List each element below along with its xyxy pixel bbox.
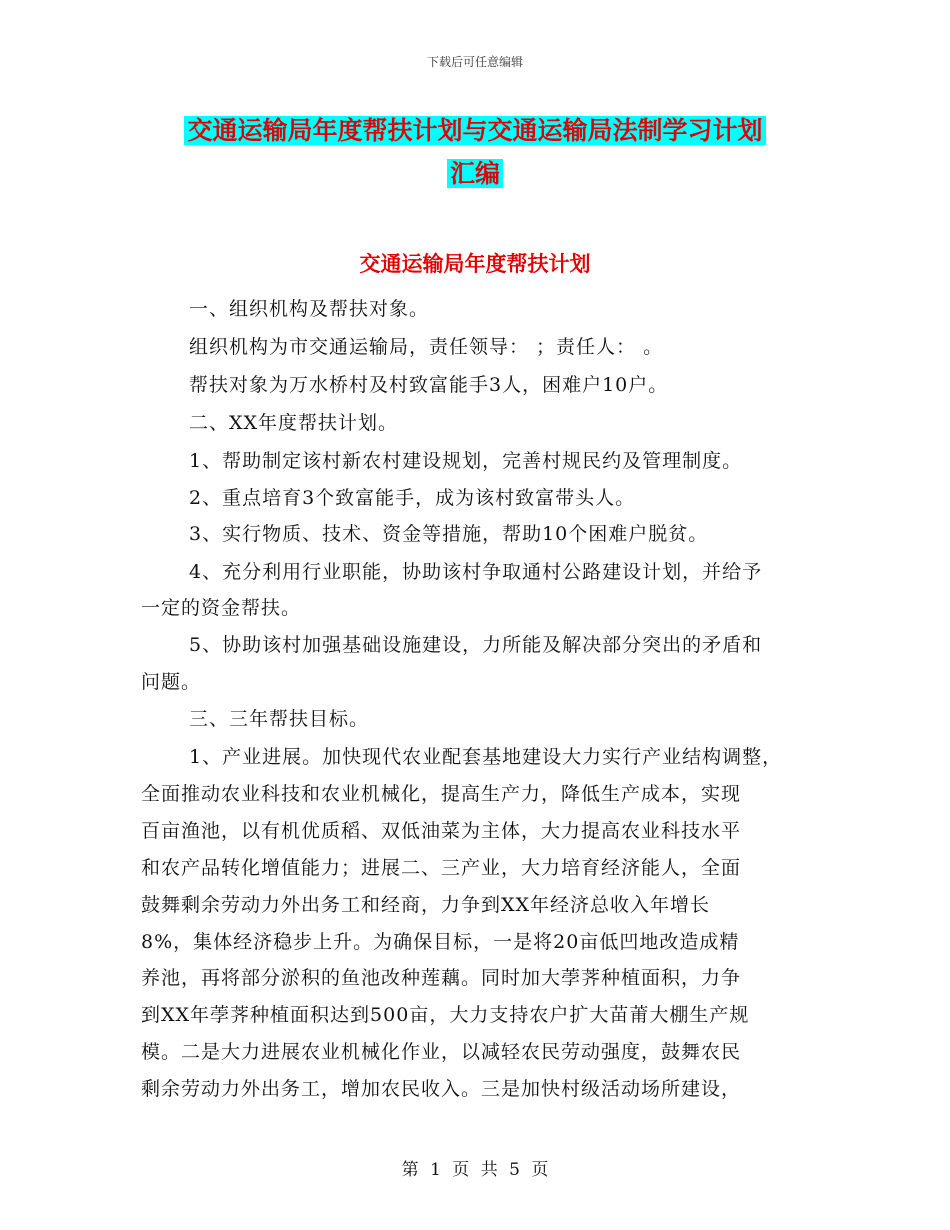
body-line: 组织机构为市交通运输局，责任领导： ；责任人： 。 <box>189 336 664 358</box>
body-line: 百亩渔池，以有机优质稻、双低油菜为主体，大力提高农业科技水平 <box>141 820 742 842</box>
page-number-footer: 第 1 页 共 5 页 <box>401 1160 549 1180</box>
body-line: 5、协助该村加强基础设施建设，力所能及解决部分突出的矛盾和 <box>189 634 763 656</box>
body-line: 1、帮助制定该村新农村建设规划，完善村规民约及管理制度。 <box>189 450 743 472</box>
body-line: 3、实行物质、技术、资金等措施，帮助10个困难户脱贫。 <box>189 523 709 545</box>
body-line: 帮扶对象为万水桥村及村致富能手3人，困难户10户。 <box>189 374 669 396</box>
section-title: 交通运输局年度帮扶计划 <box>359 252 591 276</box>
body-line: 一、组织机构及帮扶对象。 <box>189 298 430 320</box>
title-line-2-text: 汇编 <box>447 159 503 188</box>
body-line: 鼓舞剩余劳动力外出务工和经商，力争到XX年经济总收入年增长 <box>141 894 711 916</box>
body-line: 模。二是大力进展农业机械化作业，以减轻农民劳动强度，鼓舞农民 <box>141 1041 742 1063</box>
body-line: 三、三年帮扶目标。 <box>189 708 370 730</box>
body-line: 养池，再将部分淤积的鱼池改种莲藕。同时加大荸荠种植面积，力争 <box>141 967 742 989</box>
body-line: 全面推动农业科技和农业机械化，提高生产力，降低生产成本，实现 <box>141 783 742 805</box>
body-line: 到XX年荸荠种植面积达到500亩，大力支持农户扩大苗莆大棚生产规 <box>141 1004 750 1026</box>
body-line: 4、充分利用行业职能，协助该村争取通村公路建设计划，并给予 <box>189 561 763 583</box>
body-line: 和农产品转化增值能力；进展二、三产业，大力培育经济能人，全面 <box>141 857 742 879</box>
body-line: 问题。 <box>141 671 202 693</box>
body-line: 二、XX年度帮扶计划。 <box>189 412 399 434</box>
body-line: 剩余劳动力外出务工，增加农民收入。三是加快村级活动场所建设， <box>141 1078 742 1100</box>
title-line-1-text: 交通运输局年度帮扶计划与交通运输局法制学习计划 <box>184 116 765 145</box>
body-line: 一定的资金帮扶。 <box>141 597 302 619</box>
body-line: 1、产业进展。加快现代农业配套基地建设大力实行产业结构调整， <box>189 746 783 768</box>
body-line: 8%，集体经济稳步上升。为确保目标，一是将20亩低凹地改造成精 <box>141 931 740 953</box>
page-header-note: 下载后可任意编辑 <box>426 55 523 69</box>
document-title-line-1 <box>0 111 950 151</box>
body-line: 2、重点培育3个致富能手，成为该村致富带头人。 <box>189 487 636 509</box>
document-title-line-2 <box>0 154 950 194</box>
